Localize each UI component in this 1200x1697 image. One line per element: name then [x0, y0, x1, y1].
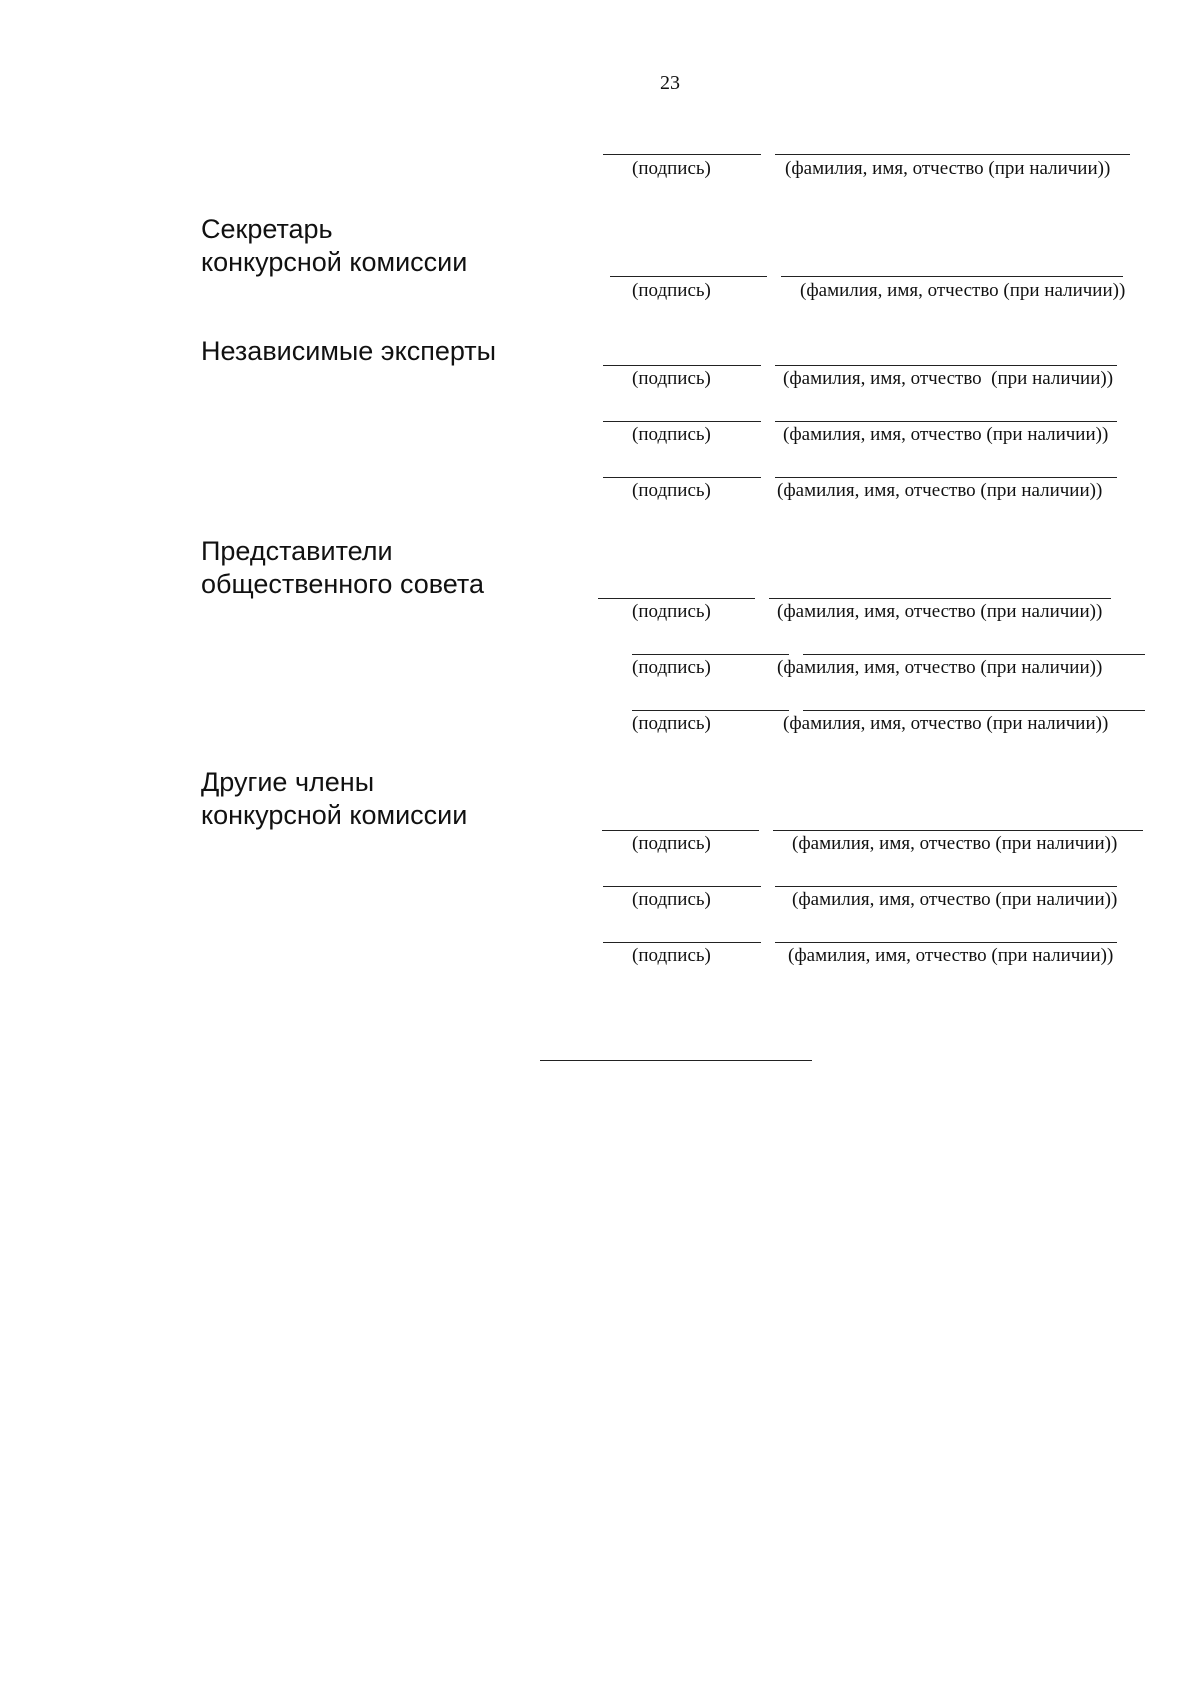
name-caption: (фамилия, имя, отчество (при наличии)) [777, 480, 1103, 501]
signature-line [632, 654, 789, 655]
council-heading [201, 535, 484, 601]
experts-heading: Независимые эксперты [201, 336, 497, 366]
signature-line [603, 365, 761, 366]
secretary-heading-line1: Секретарь [201, 214, 333, 244]
name-caption: (фамилия, имя, отчество (при наличии)) [788, 945, 1114, 966]
signature-caption: (подпись) [632, 657, 711, 678]
name-caption: (фамилия, имя, отчество (при наличии)) [792, 833, 1118, 854]
name-line [775, 477, 1117, 478]
name-line [773, 830, 1143, 831]
page-number: 23 [660, 72, 680, 94]
signature-caption: (подпись) [632, 945, 711, 966]
signature-caption: (подпись) [632, 601, 711, 622]
signature-caption: (подпись) [632, 368, 711, 389]
signature-line [603, 942, 761, 943]
signature-caption: (подпись) [632, 889, 711, 910]
name-line [781, 276, 1123, 277]
signature-line [603, 886, 761, 887]
secretary-heading [201, 213, 467, 279]
others-heading-line2: конкурсной комиссии [201, 800, 468, 830]
signature-caption: (подпись) [632, 833, 711, 854]
name-line [775, 365, 1117, 366]
others-heading [201, 766, 467, 832]
name-line [769, 598, 1111, 599]
name-caption: (фамилия, имя, отчество (при наличии)) [777, 601, 1103, 622]
signature-line [598, 598, 755, 599]
secretary-heading-line2: конкурсной комиссии [201, 247, 468, 277]
name-caption: (фамилия, имя, отчество (при наличии)) [783, 368, 1114, 389]
signature-caption: (подпись) [632, 713, 711, 734]
council-heading-line2: общественного совета [201, 569, 484, 599]
name-caption: (фамилия, имя, отчество (при наличии)) [783, 424, 1109, 445]
name-line [803, 710, 1145, 711]
name-line [775, 942, 1117, 943]
signature-line [603, 477, 761, 478]
others-heading-line1: Другие члены [201, 767, 375, 797]
signature-caption: (подпись) [632, 158, 711, 179]
signature-line [610, 276, 767, 277]
signature-caption: (подпись) [632, 280, 711, 301]
name-caption: (фамилия, имя, отчество (при наличии)) [792, 889, 1118, 910]
name-caption: (фамилия, имя, отчество (при наличии)) [800, 280, 1126, 301]
name-caption: (фамилия, имя, отчество (при наличии)) [783, 713, 1109, 734]
signature-line [602, 830, 759, 831]
name-line [775, 154, 1130, 155]
end-of-document-rule [540, 1060, 812, 1061]
signature-line [603, 154, 761, 155]
name-line [775, 421, 1117, 422]
signature-caption: (подпись) [632, 424, 711, 445]
council-heading-line1: Представители [201, 536, 393, 566]
signature-line [632, 710, 789, 711]
name-caption: (фамилия, имя, отчество (при наличии)) [777, 657, 1103, 678]
name-line [775, 886, 1117, 887]
signature-line [603, 421, 761, 422]
signature-caption: (подпись) [632, 480, 711, 501]
name-line [803, 654, 1145, 655]
name-caption: (фамилия, имя, отчество (при наличии)) [785, 158, 1111, 179]
